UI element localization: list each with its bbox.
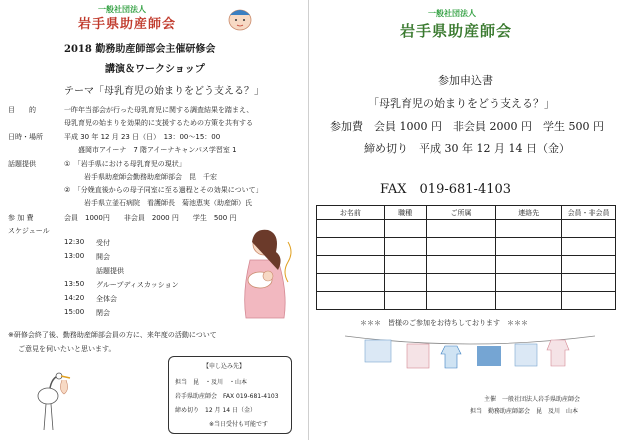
- table-cell[interactable]: [426, 256, 496, 274]
- table-cell[interactable]: [384, 256, 426, 274]
- table-cell[interactable]: [496, 256, 562, 274]
- contact-line: ※当日受付も可能です: [209, 421, 269, 428]
- schedule-time: 14:20: [64, 294, 85, 302]
- table-cell[interactable]: [384, 220, 426, 238]
- fax-number: FAX 019-681-4103: [380, 182, 512, 197]
- row-text: ① 「岩手県における母乳育児の現状」: [64, 160, 186, 168]
- header-name: お名前: [317, 206, 385, 220]
- table-cell[interactable]: [562, 292, 616, 310]
- table-cell[interactable]: [317, 220, 385, 238]
- table-row: [317, 292, 616, 310]
- table-cell[interactable]: [384, 238, 426, 256]
- footer-contact: 担当 勤務助産師部会 昆 及川 山本: [470, 408, 579, 415]
- row-text: 母乳育児の始まりを効果的に支援するための方策を共有する: [64, 119, 253, 127]
- row-label-fee: 参 加 費: [8, 214, 34, 222]
- schedule-item: グループディスカッション: [96, 281, 179, 289]
- row-text: 一昨年当部会が行った母乳育児に関する調査結果を踏まえ、: [64, 106, 254, 114]
- schedule-item: 受付: [96, 239, 110, 247]
- row-text: 岩手県助産師会勤務助産師部会 昆 千宏: [84, 173, 217, 181]
- schedule-time: 12:30: [64, 238, 85, 246]
- row-text: 平成 30 年 12 月 23 日（日） 13：00～15：00: [64, 133, 221, 141]
- schedule-item: 開会: [96, 253, 110, 261]
- note-line: ※研修会終了後、勤務助産師部会員の方に、来年度の活動について: [8, 331, 217, 339]
- row-label-purpose: 目 的: [8, 106, 36, 114]
- row-label-topics: 話題提供: [8, 160, 36, 168]
- row-text: 岩手県立釜石病院 看護師長 菊池恵実（助産師）氏: [84, 199, 252, 207]
- mother-illustration: [232, 222, 302, 322]
- table-row: [317, 238, 616, 256]
- table-cell[interactable]: [426, 220, 496, 238]
- page-divider: [308, 0, 309, 440]
- form-fee: 参加費 会員 1000 円 非会員 2000 円 学生 500 円: [330, 120, 604, 133]
- row-text: 盛岡市アイーナ 7 階アイーナキャンパス学習室 1: [78, 146, 237, 154]
- org-label-small: 一般社団法人: [98, 5, 146, 14]
- table-cell[interactable]: [496, 220, 562, 238]
- table-cell[interactable]: [496, 274, 562, 292]
- header-affiliation: ご所属: [426, 206, 496, 220]
- org-logo-text: 岩手県助産師会: [78, 17, 177, 32]
- form-deadline: 締め切り 平成 30 年 12 月 14 日（金）: [364, 142, 570, 155]
- table-cell[interactable]: [496, 238, 562, 256]
- table-cell[interactable]: [384, 274, 426, 292]
- row-text: 会員 1000円 非会員 2000 円 学生 500 円: [64, 214, 237, 222]
- stork-illustration: [28, 372, 76, 434]
- table-cell[interactable]: [562, 238, 616, 256]
- table-cell[interactable]: [426, 274, 496, 292]
- schedule-item: 全体会: [96, 295, 117, 303]
- header-contact: 連絡先: [496, 206, 562, 220]
- seminar-title: 2018 勤務助産師部会主催研修会: [64, 44, 216, 55]
- schedule-time: 15:00: [64, 308, 85, 316]
- contact-line: 締め切り 12 月 14 日（金）: [175, 407, 256, 414]
- table-cell[interactable]: [317, 238, 385, 256]
- contact-line: 担当 昆 ・及川 ・山本: [175, 379, 248, 386]
- table-cell[interactable]: [426, 292, 496, 310]
- contact-line: 岩手県助産師会 FAX 019-681-4103: [175, 393, 279, 400]
- contact-title: 【申し込み先】: [203, 363, 246, 370]
- table-row: [317, 256, 616, 274]
- schedule-time: 13:50: [64, 280, 85, 288]
- row-label-datetime: 日時・場所: [8, 133, 43, 141]
- form-title: 参加申込書: [438, 74, 493, 87]
- table-cell[interactable]: [317, 274, 385, 292]
- table-cell[interactable]: [562, 220, 616, 238]
- table-cell[interactable]: [384, 292, 426, 310]
- org-logo-text: 岩手県助産師会: [400, 22, 513, 40]
- seminar-theme: テーマ「母乳育児の始まりをどう支える？」: [64, 86, 264, 97]
- row-text: ② 「分娩直後からの母子同室に至る過程とその効果について」: [64, 186, 263, 194]
- seminar-subtitle: 講演＆ワークショップ: [105, 64, 205, 75]
- table-cell[interactable]: [317, 256, 385, 274]
- application-table: [316, 205, 616, 310]
- table-row: [317, 274, 616, 292]
- table-cell[interactable]: [317, 292, 385, 310]
- table-cell[interactable]: [562, 256, 616, 274]
- note-line: ご意見を伺いたいと思います。: [18, 345, 116, 353]
- header-membership: 会員・非会員: [562, 206, 616, 220]
- baby-illustration: [222, 3, 258, 33]
- table-cell[interactable]: [562, 274, 616, 292]
- schedule-item: 話題提供: [96, 267, 124, 275]
- schedule-item: 閉会: [96, 309, 110, 317]
- table-row: [317, 220, 616, 238]
- form-theme: 「母乳育児の始まりをどう支える？」: [368, 97, 555, 110]
- table-cell[interactable]: [426, 238, 496, 256]
- table-cell[interactable]: [496, 292, 562, 310]
- org-label-small: 一般社団法人: [428, 9, 476, 18]
- laundry-illustration: [345, 330, 595, 374]
- contact-box: [168, 356, 292, 434]
- header-occupation: 職種: [384, 206, 426, 220]
- schedule-time: 13:00: [64, 252, 85, 260]
- waiting-message: ＊＊＊ 皆様のご参加をお待ちしております ＊＊＊: [360, 319, 528, 327]
- footer-organizer: 主催 一般社団法人岩手県助産師会: [484, 396, 581, 403]
- schedule-label: スケジュール: [8, 227, 50, 235]
